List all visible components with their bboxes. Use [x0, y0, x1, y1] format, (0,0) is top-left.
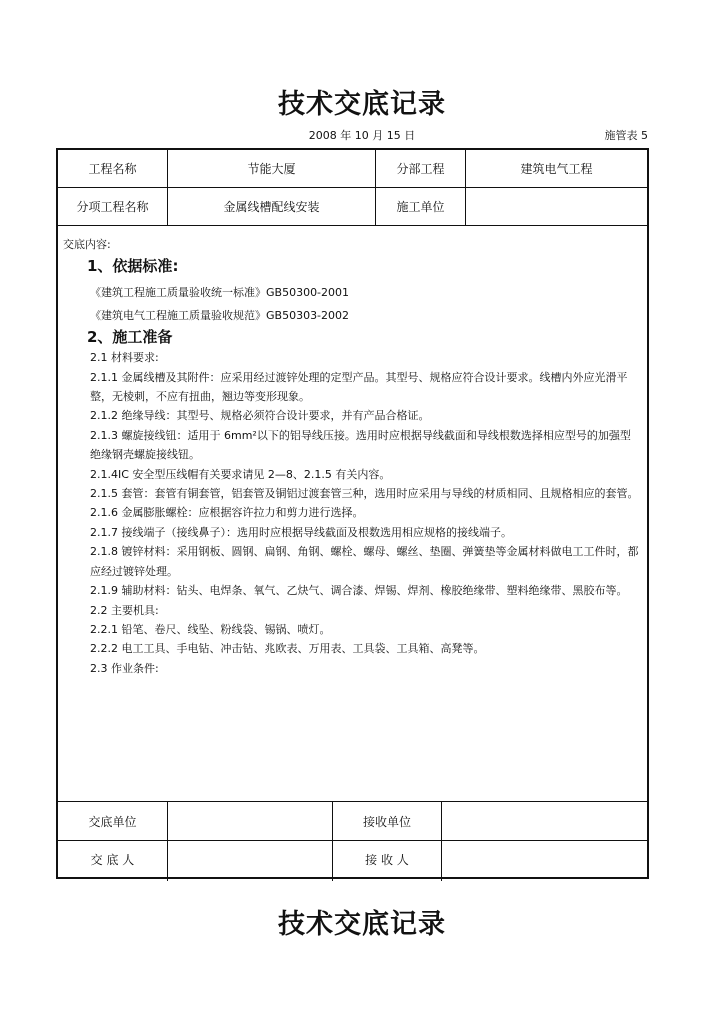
- section-heading-standards: 1、依据标准:: [87, 257, 179, 276]
- row-divider: [58, 225, 647, 226]
- page-title-repeat: 技术交底记录: [278, 909, 446, 940]
- project-name-value: 节能大厦: [247, 162, 296, 176]
- content-paragraph: 2.2.1 铅笔、卷尺、线坠、粉线袋、锡锅、喷灯。: [90, 622, 331, 636]
- subitem-value: 金属线槽配线安装: [223, 200, 320, 214]
- content-paragraph: 2.1.5 套管：套管有铜套管，铝套管及铜铝过渡套管三种，选用时应采用与导线的材质相同、且规格相应的套管。: [90, 487, 639, 501]
- subitem-label: 分项工程名称: [76, 200, 149, 214]
- deliverer-value: [168, 841, 332, 877]
- content-paragraph: 2.1.2 绝缘导线：其型号、规格必须符合设计要求，并有产品合格证。: [90, 409, 430, 423]
- content-paragraph: 2.3 作业条件:: [90, 661, 159, 675]
- content-paragraph: 2.1.6 金属膨胀螺栓：应根据容许拉力和剪力进行选择。: [90, 506, 364, 520]
- delivering-unit-value: [168, 802, 332, 840]
- content-paragraph: 2.2.2 电工工具、手电钻、冲击钻、兆欧表、万用表、工具袋、工具箱、高凳等。: [90, 642, 485, 656]
- record-table: [56, 148, 649, 879]
- contractor-label: 施工单位: [396, 200, 445, 214]
- content-paragraph: 2.1 材料要求:: [90, 351, 159, 365]
- content-paragraph: 2.1.7 接线端子（接线鼻子）：选用时应根据导线截面及根数选用相应规格的接线端子。: [90, 525, 512, 539]
- project-name-label: 工程名称: [88, 162, 137, 176]
- record-date: 2008 年 10 月 15 日: [308, 129, 416, 142]
- content-paragraph: 2.1.9 辅助材料：钻头、电焊条、氧气、乙炔气、调合漆、焊锡、焊剂、橡胶绝缘带、塑料绝缘带、黑胶布等。: [90, 584, 628, 598]
- content-paragraph: 2.1.3 螺旋接线钮：适用于 6mm²以下的铝导线压接。选用时应根据导线截面和导线根数选择相应型号的加强型绝缘钢壳螺旋接线钮。: [90, 428, 631, 462]
- content-paragraph: 2.1.4IC 安全型压线帽有关要求请见 2—8、2.1.5 有关内容。: [90, 467, 391, 481]
- content-paragraph: 2.1.1 金属线槽及其附件：应采用经过渡锌处理的定型产品。其型号、规格应符合设计要求。线槽内外应光滑平整，无棱刺，不应有扭曲，翘边等变形现象。: [90, 370, 628, 404]
- deliverer-label: 交 底 人: [90, 852, 135, 867]
- standard-reference: 《建筑电气工程施工质量验收规范》GB50303-2002: [90, 308, 350, 322]
- division-value: 建筑电气工程: [520, 162, 593, 176]
- section-heading-preparation: 2、施工准备: [87, 328, 173, 347]
- page-title: 技术交底记录: [278, 89, 446, 120]
- contractor-value: [466, 188, 647, 225]
- standard-reference: 《建筑工程施工质量验收统一标准》GB50300-2001: [90, 286, 350, 300]
- receiver-label: 接 收 人: [365, 852, 409, 867]
- receiver-value: [442, 841, 647, 877]
- content-paragraph: 2.1.8 镀锌材料：采用钢板、圆钢、扁钢、角钢、螺栓、螺母、螺丝、垫圈、弹簧垫等金属材料做电工工件时，都应经过镀锌处理。: [90, 545, 639, 578]
- receiving-unit-value: [442, 802, 647, 840]
- receiving-unit-label: 接收单位: [362, 814, 411, 829]
- disclosure-content: [63, 235, 639, 678]
- form-number: 施管表 5: [604, 129, 648, 142]
- delivering-unit-label: 交底单位: [88, 814, 137, 829]
- division-label: 分部工程: [396, 162, 445, 176]
- content-label: 交底内容:: [63, 238, 111, 251]
- content-paragraph: 2.2 主要机具:: [90, 603, 159, 617]
